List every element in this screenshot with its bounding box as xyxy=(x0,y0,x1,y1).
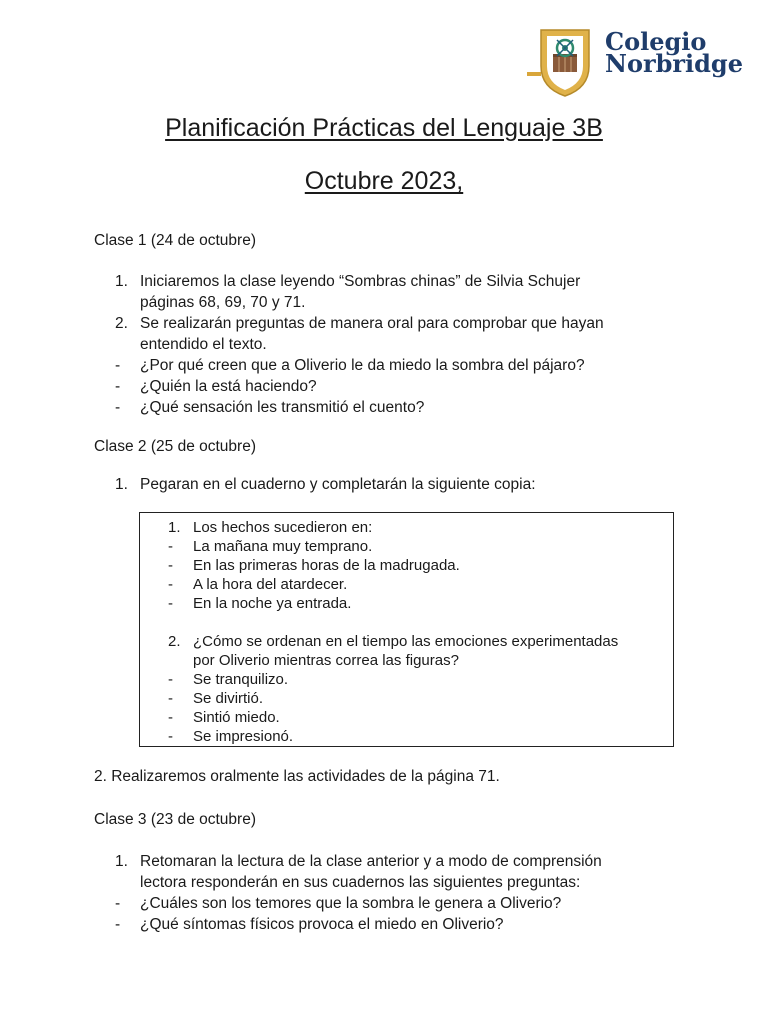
clase3-list xyxy=(115,851,602,935)
option-text: Se impresionó. xyxy=(193,728,294,745)
question-item xyxy=(168,632,618,670)
option-item xyxy=(168,537,618,556)
school-logo xyxy=(527,26,743,98)
list-marker: 1. xyxy=(168,519,181,536)
clase2-heading: Clase 2 (25 de octubre) xyxy=(94,438,256,455)
list-item-text: ¿Quién la está haciendo? xyxy=(140,378,317,395)
list-item-text: entendido el texto. xyxy=(140,336,267,353)
list-item xyxy=(115,851,602,893)
clase2-after-text: 2. Realizaremos oralmente las actividades de la página 71. xyxy=(94,768,500,785)
list-item-text: ¿Por qué creen que a Oliverio le da miedo la sombra del pájaro? xyxy=(140,357,585,374)
document-title: Planificación Prácticas del Lenguaje 3B xyxy=(165,114,603,142)
worksheet-box xyxy=(139,512,674,747)
question-text: ¿Cómo se ordenan en el tiempo las emociones experimentadas xyxy=(193,633,619,650)
list-marker: 2. xyxy=(115,315,128,332)
option-item xyxy=(168,670,618,689)
list-item xyxy=(115,474,536,495)
clase1-heading: Clase 1 (24 de octubre) xyxy=(94,232,256,249)
list-item-text: ¿Cuáles son los temores que la sombra le genera a Oliverio? xyxy=(140,895,562,912)
option-text: Se tranquilizo. xyxy=(193,671,289,688)
option-item xyxy=(168,594,618,613)
clase3-heading: Clase 3 (23 de octubre) xyxy=(94,811,256,828)
list-item xyxy=(115,271,604,313)
option-item xyxy=(168,727,618,746)
option-marker: - xyxy=(168,728,173,745)
option-marker: - xyxy=(168,595,173,612)
option-marker: - xyxy=(168,709,173,726)
option-marker: - xyxy=(168,538,173,555)
list-item xyxy=(115,893,602,914)
list-marker: - xyxy=(115,399,121,416)
document-subtitle: Octubre 2023, xyxy=(304,167,464,195)
option-item xyxy=(168,556,618,575)
list-marker: 2. xyxy=(168,633,181,650)
question-item xyxy=(168,518,618,537)
option-text: La mañana muy temprano. xyxy=(193,538,373,555)
logo-text-line2: Norbridge xyxy=(605,49,743,78)
option-marker: - xyxy=(168,671,173,688)
list-item-text: Pegaran en el cuaderno y completarán la siguiente copia: xyxy=(140,476,536,493)
option-text: En las primeras horas de la madrugada. xyxy=(193,557,460,574)
option-text: En la noche ya entrada. xyxy=(193,595,352,612)
clase1-list xyxy=(115,271,604,418)
list-item xyxy=(115,397,604,418)
list-marker: 1. xyxy=(115,273,128,290)
option-item xyxy=(168,708,618,727)
option-item xyxy=(168,689,618,708)
list-item-text: páginas 68, 69, 70 y 71. xyxy=(140,294,306,311)
list-item-text: Retomaran la lectura de la clase anterior y a modo de comprensión xyxy=(140,853,602,870)
list-item xyxy=(115,376,604,397)
option-marker: - xyxy=(168,576,173,593)
option-marker: - xyxy=(168,690,173,707)
list-marker: - xyxy=(115,895,121,912)
question-text: Los hechos sucedieron en: xyxy=(193,519,373,536)
list-item-text: ¿Qué sensación les transmitió el cuento? xyxy=(140,399,425,416)
logo-text-line1: Colegio xyxy=(605,27,707,56)
option-text: Sintió miedo. xyxy=(193,709,280,726)
option-marker: - xyxy=(168,557,173,574)
list-item xyxy=(115,914,602,935)
spacer xyxy=(168,613,618,632)
list-item-text: lectora responderán en sus cuadernos las siguientes preguntas: xyxy=(140,874,581,891)
list-item-text: Iniciaremos la clase leyendo “Sombras chinas” de Silvia Schujer xyxy=(140,273,581,290)
option-item xyxy=(168,575,618,594)
list-marker: - xyxy=(115,916,121,933)
worksheet-list xyxy=(168,518,618,746)
option-text: Se divirtió. xyxy=(193,690,264,707)
crest-icon xyxy=(527,26,603,98)
question-text: por Oliverio mientras correa las figuras? xyxy=(193,652,459,669)
list-marker: - xyxy=(115,357,121,374)
list-item-text: ¿Qué síntomas físicos provoca el miedo en Oliverio? xyxy=(140,916,504,933)
list-item xyxy=(115,355,604,376)
list-item xyxy=(115,313,604,355)
list-marker: 1. xyxy=(115,476,128,493)
list-item-text: Se realizarán preguntas de manera oral para comprobar que hayan xyxy=(140,315,604,332)
list-marker: 1. xyxy=(115,853,128,870)
list-marker: - xyxy=(115,378,121,395)
clase2-list xyxy=(115,474,536,495)
option-text: A la hora del atardecer. xyxy=(193,576,348,593)
